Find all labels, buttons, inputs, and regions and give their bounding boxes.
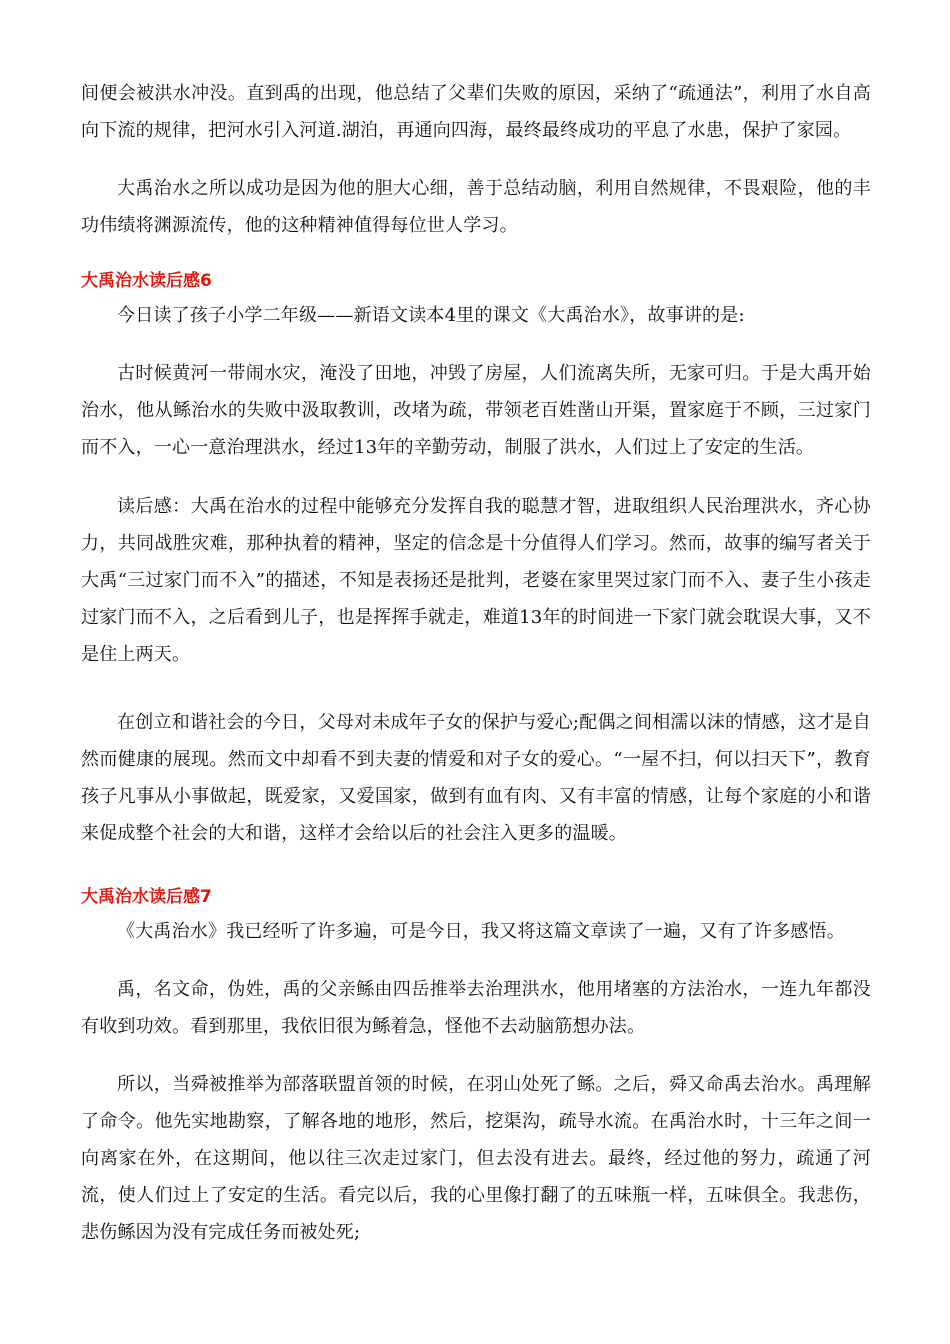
section-title: 大禹治水读后感7	[81, 887, 212, 907]
paragraph: 在创立和谐社会的今日，父母对未成年子女的保护与爱心;配偶之间相濡以沫的情感，这才是自然而健康的展现。然而文中却看不到夫妻的情爱和对子女的爱心。“一屋不扫，何以扫天下”，教育孩子凡事从小事做起，既爱家，又爱国家，做到有血有肉、又有丰富的情感，让每个家庭的小和谐来促成整个社会的大和谐，这样才会给以后的社会注入更多的温暖。	[81, 712, 871, 844]
essay-6-conclusion	[81, 704, 871, 852]
paragraph: 禹，名文命，伪姓，禹的父亲鲧由四岳推举去治理洪水，他用堵塞的方法治水，一连九年都没有收到功效。看到那里，我依旧很为鲧着急，怪他不去动脑筋想办法。	[81, 979, 871, 1037]
continuation-section	[81, 75, 871, 149]
essay-6-story	[81, 355, 871, 466]
paragraph: 今日读了孩子小学二年级——新语文读本4里的课文《大禹治水》，故事讲的是:	[117, 305, 745, 326]
section-title: 大禹治水读后感6	[81, 271, 212, 291]
paragraph: 读后感：大禹在治水的过程中能够充分发挥自我的聪慧才智，进取组织人民治理洪水，齐心协力，共同战胜灾难，那种执着的精神，坚定的信念是十分值得人们学习。然而，故事的编写者关于大禹“三过家门而不入”的描述，不知是表扬还是批判，老婆在家里哭过家门而不入、妻子生小孩走过家门而不入，之后看到儿子，也是挥挥手就走，难道13年的时间进一下家门就会耽误大事，又不是住上两天。	[81, 496, 871, 665]
essay-7-story	[81, 1066, 871, 1251]
essay-7-intro	[81, 913, 871, 950]
paragraph: 大禹治水之所以成功是因为他的胆大心细，善于总结动脑，利用自然规律，不畏艰险，他的丰功伟绩将渊源流传，他的这种精神值得每位世人学习。	[81, 178, 871, 236]
paragraph: 《大禹治水》我已经听了许多遍，可是今日，我又将这篇文章读了一遍，又有了许多感悟。	[117, 921, 845, 942]
essay-7-background	[81, 971, 871, 1045]
paragraph: 所以，当舜被推举为部落联盟首领的时候，在羽山处死了鲧。之后，舜又命禹去治水。禹理解了命令。他先实地勘察，了解各地的地形，然后，挖渠沟，疏导水流。在禹治水时，十三年之间一向离家在外，在这期间，他以往三次走过家门，但去没有进去。最终，经过他的努力，疏通了河流，使人们过上了安定的生活。看完以后，我的心里像打翻了的五味瓶一样，五味俱全。我悲伤，悲伤鲧因为没有完成任务而被处死;	[81, 1074, 871, 1243]
essay-6-intro	[81, 297, 871, 334]
essay-6-reflection	[81, 488, 871, 673]
paragraph: 古时候黄河一带闹水灾，淹没了田地，冲毁了房屋，人们流离失所，无家可归。于是大禹开始治水，他从鲧治水的失败中汲取教训，改堵为疏，带领老百姓凿山开渠，置家庭于不顾，三过家门而不入，一心一意治理洪水，经过13年的辛勤劳动，制服了洪水，人们过上了安定的生活。	[81, 363, 871, 458]
paragraph: 间便会被洪水冲没。直到禹的出现，他总结了父辈们失败的原因，采纳了“疏通法”，利用了水自高向下流的规律，把河水引入河道.湖泊，再通向四海，最终最终成功的平息了水患，保护了家园。	[81, 83, 871, 141]
essay-6-title-block	[81, 266, 871, 296]
continuation-section-2	[81, 170, 871, 244]
essay-7-title-block	[81, 882, 871, 912]
